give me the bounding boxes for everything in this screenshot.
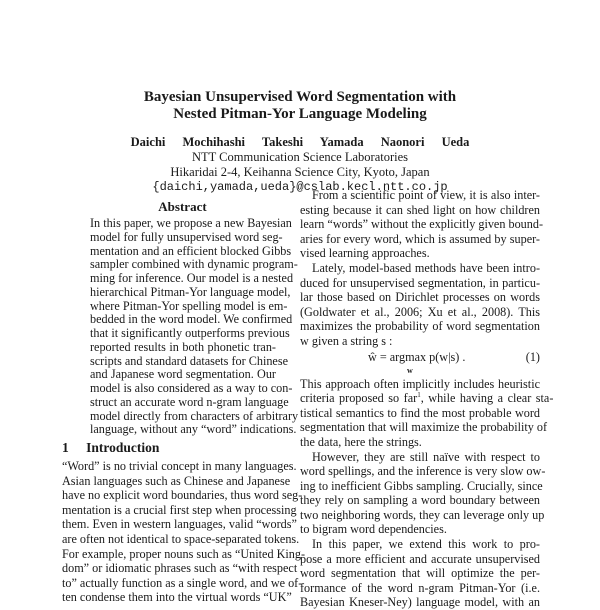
text-line: two neighboring words, they can leverage only up <box>300 507 545 522</box>
text-line: vised learning approaches. <box>300 246 430 261</box>
equation-subscript: w <box>407 365 413 375</box>
text-line: segmentation that will maximize the probability of <box>300 420 548 435</box>
text-line: pose a more efficient and accurate unsupervised <box>300 551 540 566</box>
text-line: model is also considered as a way to con- <box>90 381 293 395</box>
text-line: reported results in both phonetic tran- <box>90 339 276 354</box>
text-line: bedded in the word model. We confirmed <box>90 312 293 327</box>
email: {daichi,yamada,ueda}@cslab.kecl.ntt.co.jp <box>152 180 448 194</box>
section-heading-introduction <box>62 440 159 456</box>
text-line: ing to inefficient Gibbs sampling. Crucially, since <box>300 478 543 493</box>
text-line: ming for inference. Our model is a nested <box>90 271 294 285</box>
abstract-heading: Abstract <box>158 199 207 214</box>
text-line: are often not identical to space-separated tokens. <box>62 531 300 546</box>
text-line: where Pitman-Yor spelling model is em- <box>90 298 288 313</box>
text-line: dom” or idiomatic phrases such as “with respect <box>62 561 298 576</box>
text-line: struct an accurate word n-gram language <box>90 394 289 409</box>
equation-1 <box>300 349 540 377</box>
text-line: From a scientific point of view, it is also inter- <box>312 188 540 202</box>
section-number: 1 <box>62 440 69 455</box>
text-line: to” actually function as a single word, and we of- <box>62 575 303 590</box>
text-line: duced for unsupervised segmentation, in particu- <box>300 275 540 290</box>
author: Daichi Mochihashi <box>130 135 246 149</box>
footnote-marker[interactable]: 1 <box>417 391 421 400</box>
text-line: hierarchical Pitman-Yor language model, <box>90 284 291 299</box>
address: Hikaridai 2-4, Keihanna Science City, Kyoto, Japan <box>170 165 430 179</box>
author: Takeshi Yamada <box>261 135 364 149</box>
text-line: learn “words” without the explicitly given bound- <box>300 217 544 232</box>
right-column-body <box>300 188 554 610</box>
text-line: word spellings, and the inference is very slow ow- <box>300 464 546 479</box>
author: Naonori Ueda <box>380 135 470 149</box>
text-line: esting because it can shed light on how children <box>300 202 540 217</box>
text-line: Asian languages such as Chinese and Japanese <box>62 473 291 488</box>
text-line: Bayesian Kneser-Ney) language model, with an <box>300 595 540 610</box>
equation-number: (1) <box>525 349 540 364</box>
introduction-body <box>62 459 306 605</box>
text-line: This approach often implicitly includes heuristic <box>300 376 540 391</box>
text-line: word segmentation that will optimize the per- <box>300 566 540 581</box>
text-line: lar those based on Dirichlet processes on words <box>300 290 540 305</box>
text-line: formance of the word n-gram Pitman-Yor (i.e. <box>300 580 540 595</box>
text-line: In this paper, we extend this work to pro- <box>312 537 540 552</box>
text-line: model directly from characters of arbitrary <box>90 408 299 423</box>
text-line: maximizes the probability of word segmentation <box>300 319 540 334</box>
text-line: (Goldwater et al., 2006; Xu et al., 2008). This <box>300 304 540 319</box>
author-list <box>0 135 600 150</box>
text-line: w given a string s : <box>300 333 393 348</box>
text-span: criteria proposed so far <box>300 391 418 406</box>
text-line: mentation is a crucial first step when processing <box>62 502 297 517</box>
text-line: aries for every word, which is assumed by super- <box>300 231 540 246</box>
text-line <box>300 391 554 406</box>
equation-body: ŵ = argmax p(w|s) . <box>368 349 466 364</box>
text-line: they rely on sampling a word boundary between <box>300 493 540 508</box>
abstract-body <box>90 216 299 437</box>
text-line: tistical semantics to find the most probable word <box>300 405 540 420</box>
section-title: Introduction <box>86 440 160 455</box>
text-line: have no explicit word boundaries, thus word seg- <box>62 488 303 503</box>
text-line: language, without any “word” indications. <box>90 422 297 437</box>
text-line: scripts and standard datasets for Chinese <box>90 353 288 368</box>
text-line: to bigram word dependencies. <box>300 522 447 537</box>
text-line: sampler combined with dynamic program- <box>90 257 298 272</box>
text-line: the data, here the strings. <box>300 434 422 449</box>
affiliation: NTT Communication Science Laboratories <box>191 150 409 164</box>
text-line: Lately, model-based methods have been intro- <box>312 260 540 275</box>
text-line: “Word” is no trivial concept in many languages. <box>62 459 297 473</box>
paper-title-line-2: Nested Pitman-Yor Language Modeling <box>173 106 427 122</box>
text-line: In this paper, we propose a new Bayesian <box>90 216 292 230</box>
paper-title-line-1: Bayesian Unsupervised Word Segmentation with <box>143 89 457 105</box>
text-line: them. Even in western languages, valid “words” <box>62 517 297 532</box>
text-span: , while having a clear sta- <box>420 391 554 406</box>
text-line: model for fully unsupervised word seg- <box>90 229 283 244</box>
text-line: ten condense them into the virtual words “UK” <box>62 590 292 605</box>
text-line: and Japanese word segmentation. Our <box>90 367 276 382</box>
text-line: that it significantly outperforms previous <box>90 326 290 340</box>
text-line: However, they are still naïve with respect to <box>312 449 540 464</box>
text-line: For example, proper nouns such as “United King- <box>62 546 306 561</box>
text-line: mentation and an efficient blocked Gibbs <box>90 243 292 258</box>
